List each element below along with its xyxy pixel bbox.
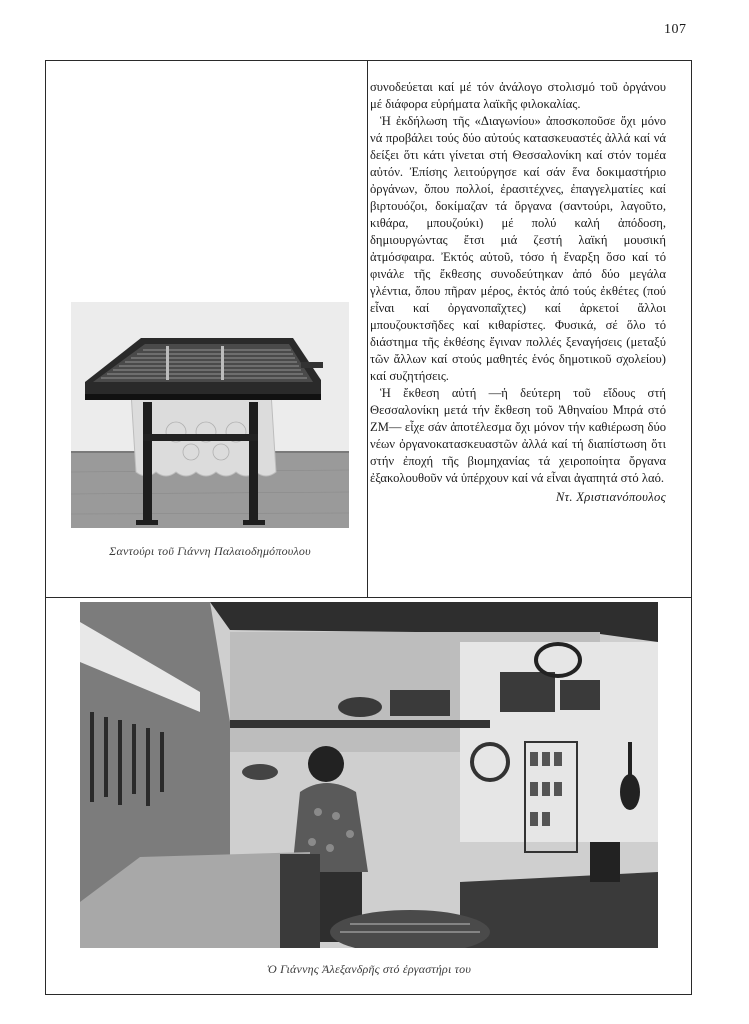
page-number: 107	[664, 22, 687, 37]
article-text-column	[370, 79, 666, 506]
article-paragraph: Ἡ ἔκθεση αὐτή —ἡ δεύτερη τοῦ εἴδους στή Θεσσαλονίκη μετά τήν ἔκθεση τοῦ Ἀθηναίου Μπρά στό ΖΜ— εἶχε σάν ἀποτέλεσμα ὄχι μόνον τήν καθιέρωση δύο νέων ὀργανοκατασκευαστῶν ἀλλά καί τή διαπίστωση ὅτι στήν ἐποχή τῆς βιομηχανίας τά χειροποίητα ὄργανα ἐξακολουθοῦν νά ὑπέρχουν καί νά εἶναι ἀγαπητά στό λαό.	[370, 386, 666, 485]
santouri-photo	[71, 302, 349, 528]
workshop-caption: Ὁ Γιάννης Ἀλεξανδρῆς στό ἐργαστήρι του	[266, 962, 472, 976]
row-divider	[45, 597, 692, 598]
article-paragraph: Ἡ ἐκδήλωση τῆς «Διαγωνίου» ἀποσκοποῦσε ὄχι μόνο νά προβάλει τούς δύο αὐτούς κατασκευαστές ἀλλά καί νά δείξει ὅτι κάτι γίνεται στή Θεσσαλονίκη καί στόν τομέα αὐτόν. Ἐπίσης λειτούργησε καί σάν ἕνα δοκιμαστήριο ὀργάνων, ὅπου πολλοί, ἐρασιτέχνες, ἐπαγγελματίες καί βιρτουόζοι, δοκίμαζαν τά ὄργανα (σαντούρι, λαγοῦτο, κιθάρα, μπουζούκι) μέ πολύ καλή ἀπόδοση, δημιουργώντας ἔτσι μιά ζεστή λαϊκή μουσική ἀτμόσφαιρα. Ἐκτός αὐτοῦ, τόσο ἡ ἔναρξη ὅσο καί τό φινάλε τῆς ἔκθεσης συνοδεύτηκαν ἀπό δύο μεγάλα γλέντια, ὅπου πῆραν μέρος, ἐκτός ἀπό τούς ἐκθέτες (πού εἶναι καί ὀργανοπαῖχτες) καί ἀρκετοί ἄλλοι μπουζουκτσῆδες καί κιθαρίστες. Φυσικά, σέ ὅλο τό διάστημα τῆς ἐκθέσης ἔγιναν πολλές ξεναγήσεις (μεταξύ τῶν ἄλλων καί στούς μαθητές ἑνός δημοτικοῦ σχολείου) καί συζητήσεις.	[370, 114, 666, 383]
santouri-caption: Σαντούρι τοῦ Γιάννη Παλαιοδημόπουλου	[109, 544, 311, 558]
author-signature: Ντ. Χριστιανόπουλος	[555, 490, 666, 504]
column-divider	[367, 60, 368, 598]
article-paragraph: συνοδεύεται καί μέ τόν ἀνάλογο στολισμό τοῦ ὀργάνου μέ διάφορα εὑρήματα λαϊκῆς φιλοκαλίας.	[370, 80, 666, 111]
workshop-photo	[80, 602, 658, 948]
